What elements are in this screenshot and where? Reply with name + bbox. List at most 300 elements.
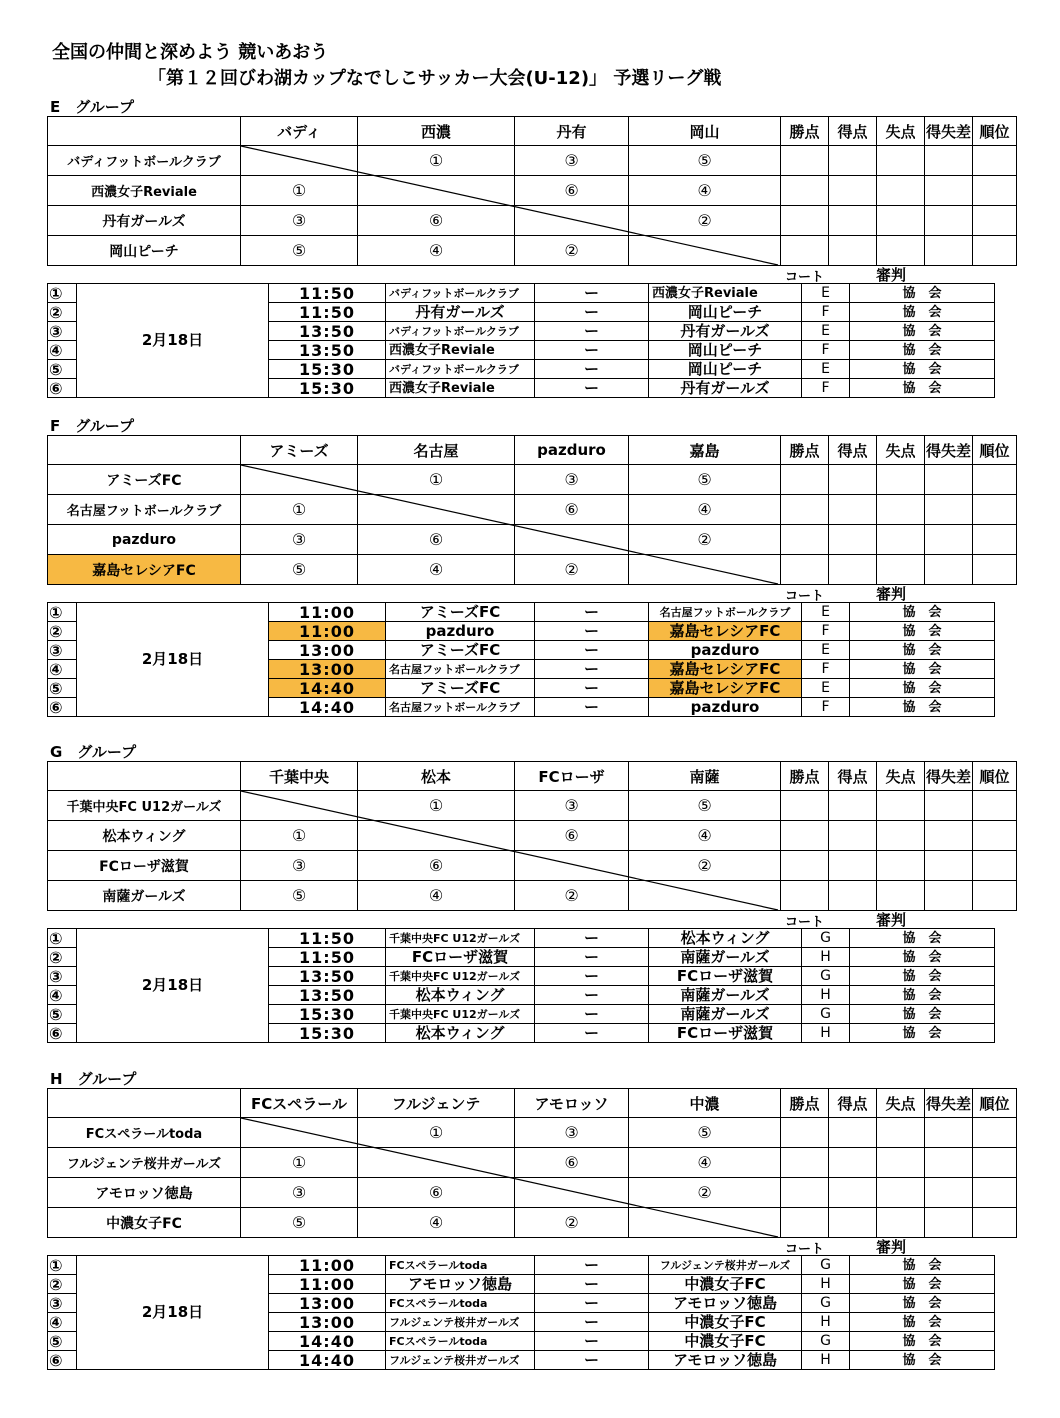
- away-team: FCローザ滋賀: [649, 1024, 802, 1043]
- match-number-cell: ③: [515, 465, 629, 495]
- kickoff-time: 14:40: [269, 698, 386, 717]
- court: E: [802, 679, 850, 698]
- away-team: pazduro: [649, 698, 802, 717]
- court: E: [802, 603, 850, 622]
- match-number: ①: [48, 1256, 77, 1275]
- stat-cell: [829, 176, 877, 206]
- referee: 協 会: [850, 1332, 995, 1351]
- stat-cell: [973, 146, 1017, 176]
- schedule-table: [47, 928, 995, 1043]
- match-number: ①: [48, 284, 77, 303]
- referee: 協 会: [850, 341, 995, 360]
- team-name: 松本ウィング: [48, 821, 241, 851]
- versus-dash: ー: [535, 1005, 649, 1024]
- kickoff-time: 11:00: [269, 1256, 386, 1275]
- away-team: 名古屋フットボールクラブ: [649, 603, 802, 622]
- match-number-cell: ⑥: [515, 1148, 629, 1178]
- away-team: 中濃女子FC: [649, 1275, 802, 1294]
- team-column-header: FCローザ: [515, 762, 629, 791]
- match-number: ⑥: [48, 698, 77, 717]
- diagonal-stroke: [241, 791, 778, 910]
- home-team: バディフットボールクラブ: [386, 360, 535, 379]
- match-number-cell: ②: [515, 1208, 629, 1238]
- court: F: [802, 698, 850, 717]
- versus-dash: ー: [535, 1313, 649, 1332]
- schedule-table: [47, 283, 995, 398]
- match-number-cell: ③: [241, 206, 358, 236]
- home-team: 丹有ガールズ: [386, 303, 535, 322]
- home-team: 西濃女子Reviale: [386, 341, 535, 360]
- stat-cell: [877, 1178, 925, 1208]
- away-team: アモロッソ徳島: [649, 1351, 802, 1370]
- home-team: バディフットボールクラブ: [386, 322, 535, 341]
- referee-label: 審判: [876, 266, 907, 284]
- match-date: 2月18日: [77, 603, 269, 717]
- stat-column-header: 勝点: [781, 1089, 829, 1118]
- away-team: 岡山ピーチ: [649, 360, 802, 379]
- match-number-cell: ①: [358, 1118, 515, 1148]
- match-number-cell: ⑤: [241, 881, 358, 911]
- team-column-header: バディ: [241, 117, 358, 146]
- home-team: アミーズFC: [386, 641, 535, 660]
- versus-dash: ー: [535, 603, 649, 622]
- court: E: [802, 641, 850, 660]
- home-team: pazduro: [386, 622, 535, 641]
- stat-cell: [829, 1178, 877, 1208]
- stat-cell: [829, 236, 877, 266]
- match-number: ②: [48, 948, 77, 967]
- match-number-cell: ①: [241, 176, 358, 206]
- match-number-cell: ⑤: [629, 791, 781, 821]
- match-number: ②: [48, 1275, 77, 1294]
- away-team: 岡山ピーチ: [649, 303, 802, 322]
- group-label: F グループ: [50, 417, 135, 435]
- kickoff-time: 13:50: [269, 341, 386, 360]
- match-number-cell: ④: [358, 881, 515, 911]
- stat-cell: [781, 465, 829, 495]
- referee: 協 会: [850, 698, 995, 717]
- referee: 協 会: [850, 603, 995, 622]
- diagonal-stroke: [241, 1118, 778, 1237]
- team-column-header: FCスペラール: [241, 1089, 358, 1118]
- kickoff-time: 13:50: [269, 986, 386, 1005]
- stat-cell: [973, 851, 1017, 881]
- stat-column-header: 順位: [973, 117, 1017, 146]
- stat-cell: [781, 176, 829, 206]
- court: G: [802, 1332, 850, 1351]
- versus-dash: ー: [535, 379, 649, 398]
- away-team: 南薩ガールズ: [649, 1005, 802, 1024]
- stat-cell: [925, 465, 973, 495]
- stat-cell: [829, 1148, 877, 1178]
- stat-cell: [973, 495, 1017, 525]
- home-team: FCスペラールtoda: [386, 1332, 535, 1351]
- referee: 協 会: [850, 679, 995, 698]
- stat-column-header: 得点: [829, 436, 877, 465]
- team-column-header: 南薩: [629, 762, 781, 791]
- kickoff-time: 15:30: [269, 360, 386, 379]
- stat-cell: [781, 525, 829, 555]
- team-name: 南薩ガールズ: [48, 881, 241, 911]
- match-number-cell: ①: [241, 821, 358, 851]
- team-name: 西濃女子Reviale: [48, 176, 241, 206]
- schedule-row: [48, 284, 995, 303]
- stat-cell: [781, 206, 829, 236]
- stat-cell: [829, 206, 877, 236]
- match-number: ⑤: [48, 360, 77, 379]
- referee-label: 審判: [876, 1238, 907, 1256]
- court-label: コート: [785, 270, 825, 285]
- court: G: [802, 929, 850, 948]
- match-number-cell: ②: [629, 851, 781, 881]
- versus-dash: ー: [535, 1351, 649, 1370]
- stat-column-header: 失点: [877, 117, 925, 146]
- stat-cell: [877, 236, 925, 266]
- team-name: アミーズFC: [48, 465, 241, 495]
- match-number: ③: [48, 967, 77, 986]
- team-column-header: 丹有: [515, 117, 629, 146]
- stat-column-header: 順位: [973, 1089, 1017, 1118]
- team-column-header: 名古屋: [358, 436, 515, 465]
- stat-cell: [829, 495, 877, 525]
- stat-cell: [973, 525, 1017, 555]
- referee: 協 会: [850, 641, 995, 660]
- stat-cell: [973, 206, 1017, 236]
- match-number-cell: ①: [241, 1148, 358, 1178]
- versus-dash: ー: [535, 1256, 649, 1275]
- court: F: [802, 303, 850, 322]
- away-team: 嘉島セレシアFC: [649, 660, 802, 679]
- stat-cell: [925, 881, 973, 911]
- match-number-cell: ⑤: [241, 1208, 358, 1238]
- stat-cell: [877, 851, 925, 881]
- match-number-cell: ①: [358, 146, 515, 176]
- match-number-cell: ⑤: [629, 465, 781, 495]
- team-name: バディフットボールクラブ: [48, 146, 241, 176]
- away-team: 松本ウィング: [649, 929, 802, 948]
- versus-dash: ー: [535, 622, 649, 641]
- stat-cell: [829, 791, 877, 821]
- stat-cell: [781, 236, 829, 266]
- match-number-cell: ④: [629, 495, 781, 525]
- home-team: 松本ウィング: [386, 1024, 535, 1043]
- team-name: pazduro: [48, 525, 241, 555]
- home-team: アミーズFC: [386, 679, 535, 698]
- court: E: [802, 322, 850, 341]
- schedule-row: [48, 1256, 995, 1275]
- court: E: [802, 284, 850, 303]
- referee: 協 会: [850, 1024, 995, 1043]
- stat-cell: [973, 881, 1017, 911]
- referee: 協 会: [850, 1256, 995, 1275]
- kickoff-time: 13:00: [269, 641, 386, 660]
- match-number-cell: ②: [515, 555, 629, 585]
- away-team: 岡山ピーチ: [649, 341, 802, 360]
- stat-cell: [829, 146, 877, 176]
- court: H: [802, 986, 850, 1005]
- match-number: ⑤: [48, 1005, 77, 1024]
- match-number-cell: ⑥: [515, 495, 629, 525]
- stat-cell: [877, 821, 925, 851]
- stat-cell: [781, 1178, 829, 1208]
- away-team: 丹有ガールズ: [649, 379, 802, 398]
- match-number-cell: ③: [241, 1178, 358, 1208]
- kickoff-time: 11:00: [269, 603, 386, 622]
- stat-cell: [877, 495, 925, 525]
- referee-label: 審判: [876, 585, 907, 603]
- stat-cell: [877, 1208, 925, 1238]
- team-name: 名古屋フットボールクラブ: [48, 495, 241, 525]
- stat-column-header: 得失差: [925, 1089, 973, 1118]
- match-number-cell: ⑥: [358, 206, 515, 236]
- group-section: [0, 1068, 1060, 1378]
- team-name: 岡山ピーチ: [48, 236, 241, 266]
- stat-cell: [973, 1208, 1017, 1238]
- court: F: [802, 341, 850, 360]
- kickoff-time: 11:50: [269, 929, 386, 948]
- team-column-header: 岡山: [629, 117, 781, 146]
- kickoff-time: 11:00: [269, 1275, 386, 1294]
- referee: 協 会: [850, 360, 995, 379]
- match-number-cell: ①: [241, 495, 358, 525]
- match-number-cell: ③: [241, 851, 358, 881]
- stat-cell: [877, 465, 925, 495]
- match-number: ③: [48, 322, 77, 341]
- stat-cell: [973, 821, 1017, 851]
- group-label: E グループ: [50, 98, 135, 116]
- referee: 協 会: [850, 1275, 995, 1294]
- kickoff-time: 13:00: [269, 1313, 386, 1332]
- stat-column-header: 得失差: [925, 117, 973, 146]
- match-number: ③: [48, 1294, 77, 1313]
- court: H: [802, 1275, 850, 1294]
- away-team: 嘉島セレシアFC: [649, 679, 802, 698]
- match-number-cell: ④: [629, 821, 781, 851]
- team-column-header: 嘉島: [629, 436, 781, 465]
- match-number: ⑥: [48, 1024, 77, 1043]
- court: E: [802, 360, 850, 379]
- stat-cell: [781, 146, 829, 176]
- referee: 協 会: [850, 967, 995, 986]
- home-team: 千葉中央FC U12ガールズ: [386, 1005, 535, 1024]
- team-column-header: 千葉中央: [241, 762, 358, 791]
- court: G: [802, 1294, 850, 1313]
- stat-cell: [877, 881, 925, 911]
- match-number-cell: ⑥: [515, 176, 629, 206]
- kickoff-time: 13:00: [269, 660, 386, 679]
- court: G: [802, 967, 850, 986]
- match-number-cell: ③: [241, 525, 358, 555]
- referee: 協 会: [850, 1313, 995, 1332]
- stat-cell: [829, 1118, 877, 1148]
- stat-cell: [781, 851, 829, 881]
- home-team: 松本ウィング: [386, 986, 535, 1005]
- stat-cell: [829, 821, 877, 851]
- stat-column-header: 得点: [829, 1089, 877, 1118]
- kickoff-time: 13:00: [269, 1294, 386, 1313]
- stat-cell: [925, 236, 973, 266]
- stat-cell: [925, 1148, 973, 1178]
- match-number-cell: ③: [515, 146, 629, 176]
- corner-cell: [48, 117, 241, 146]
- referee: 協 会: [850, 1294, 995, 1313]
- stat-cell: [973, 1148, 1017, 1178]
- versus-dash: ー: [535, 986, 649, 1005]
- match-number-cell: ③: [515, 1118, 629, 1148]
- tournament-title: 「第１２回びわ湖カップなでしこサッカー大会(U-12)」 予選リーグ戦: [148, 68, 722, 89]
- match-number: ④: [48, 660, 77, 679]
- versus-dash: ー: [535, 303, 649, 322]
- kickoff-time: 15:30: [269, 1024, 386, 1043]
- versus-dash: ー: [535, 1332, 649, 1351]
- kickoff-time: 13:50: [269, 322, 386, 341]
- court-label: コート: [785, 589, 825, 604]
- team-column-header: アミーズ: [241, 436, 358, 465]
- stat-cell: [877, 176, 925, 206]
- match-number: ⑤: [48, 1332, 77, 1351]
- diagonal-line: [240, 116, 780, 266]
- match-number-cell: ④: [629, 1148, 781, 1178]
- stat-column-header: 順位: [973, 762, 1017, 791]
- diagonal-stroke: [241, 146, 778, 265]
- home-team: バディフットボールクラブ: [386, 284, 535, 303]
- match-number-cell: ④: [358, 236, 515, 266]
- court: F: [802, 622, 850, 641]
- stat-cell: [973, 236, 1017, 266]
- kickoff-time: 14:40: [269, 1332, 386, 1351]
- team-column-header: フルジェンテ: [358, 1089, 515, 1118]
- match-number-cell: ⑥: [515, 821, 629, 851]
- stat-cell: [829, 851, 877, 881]
- team-name: 嘉島セレシアFC: [48, 555, 241, 585]
- away-team: フルジェンテ桜井ガールズ: [649, 1256, 802, 1275]
- home-team: FCスペラールtoda: [386, 1256, 535, 1275]
- stat-cell: [781, 1148, 829, 1178]
- stat-cell: [877, 146, 925, 176]
- stat-cell: [973, 465, 1017, 495]
- stat-cell: [781, 821, 829, 851]
- stat-cell: [925, 555, 973, 585]
- stat-column-header: 失点: [877, 762, 925, 791]
- home-team: 名古屋フットボールクラブ: [386, 660, 535, 679]
- match-number: ⑤: [48, 679, 77, 698]
- match-number-cell: ⑤: [241, 555, 358, 585]
- match-number: ⑥: [48, 1351, 77, 1370]
- stat-cell: [781, 1118, 829, 1148]
- stat-cell: [781, 495, 829, 525]
- match-date: 2月18日: [77, 929, 269, 1043]
- home-team: 千葉中央FC U12ガールズ: [386, 967, 535, 986]
- kickoff-time: 14:40: [269, 679, 386, 698]
- group-section: [0, 415, 1060, 725]
- versus-dash: ー: [535, 284, 649, 303]
- stat-cell: [973, 176, 1017, 206]
- stat-cell: [781, 791, 829, 821]
- referee: 協 会: [850, 660, 995, 679]
- stat-cell: [829, 465, 877, 495]
- match-number: ①: [48, 929, 77, 948]
- team-column-header: 西濃: [358, 117, 515, 146]
- match-number-cell: ⑤: [629, 1118, 781, 1148]
- home-team: 名古屋フットボールクラブ: [386, 698, 535, 717]
- document-title: 全国の仲間と深めよう 競いあおう: [52, 42, 329, 63]
- stat-cell: [925, 525, 973, 555]
- away-team: 中濃女子FC: [649, 1332, 802, 1351]
- stat-cell: [877, 1148, 925, 1178]
- court: F: [802, 379, 850, 398]
- versus-dash: ー: [535, 967, 649, 986]
- match-number-cell: ⑤: [629, 146, 781, 176]
- stat-cell: [829, 525, 877, 555]
- diagonal-line: [240, 435, 780, 585]
- match-number-cell: ⑥: [358, 525, 515, 555]
- team-column-header: pazduro: [515, 436, 629, 465]
- court: G: [802, 1005, 850, 1024]
- away-team: 嘉島セレシアFC: [649, 622, 802, 641]
- match-number-cell: ④: [358, 1208, 515, 1238]
- court: F: [802, 660, 850, 679]
- stat-cell: [877, 206, 925, 236]
- team-name: 中濃女子FC: [48, 1208, 241, 1238]
- diagonal-stroke: [241, 465, 778, 584]
- kickoff-time: 11:50: [269, 284, 386, 303]
- away-team: pazduro: [649, 641, 802, 660]
- stat-cell: [925, 495, 973, 525]
- match-number-cell: ⑥: [358, 851, 515, 881]
- corner-cell: [48, 436, 241, 465]
- corner-cell: [48, 1089, 241, 1118]
- home-team: 西濃女子Reviale: [386, 379, 535, 398]
- court: H: [802, 1351, 850, 1370]
- stat-cell: [973, 1118, 1017, 1148]
- referee: 協 会: [850, 986, 995, 1005]
- stat-column-header: 勝点: [781, 436, 829, 465]
- court-label: コート: [785, 1242, 825, 1257]
- kickoff-time: 15:30: [269, 1005, 386, 1024]
- stat-cell: [829, 555, 877, 585]
- stat-cell: [877, 791, 925, 821]
- stat-cell: [925, 206, 973, 236]
- stat-column-header: 失点: [877, 436, 925, 465]
- schedule-table: [47, 602, 995, 717]
- court: H: [802, 1024, 850, 1043]
- team-column-header: 松本: [358, 762, 515, 791]
- stat-column-header: 得点: [829, 762, 877, 791]
- court: H: [802, 948, 850, 967]
- team-column-header: 中濃: [629, 1089, 781, 1118]
- home-team: アミーズFC: [386, 603, 535, 622]
- away-team: 丹有ガールズ: [649, 322, 802, 341]
- away-team: 西濃女子Reviale: [649, 284, 802, 303]
- match-number-cell: ②: [629, 525, 781, 555]
- away-team: アモロッソ徳島: [649, 1294, 802, 1313]
- team-name: アモロッソ徳島: [48, 1178, 241, 1208]
- court: G: [802, 1256, 850, 1275]
- home-team: FCローザ滋賀: [386, 948, 535, 967]
- stat-cell: [973, 1178, 1017, 1208]
- diagonal-line: [240, 761, 780, 911]
- match-number-cell: ④: [358, 555, 515, 585]
- stat-cell: [829, 881, 877, 911]
- stat-cell: [781, 1208, 829, 1238]
- home-team: フルジェンテ桜井ガールズ: [386, 1351, 535, 1370]
- stat-cell: [925, 821, 973, 851]
- schedule-table: [47, 1255, 995, 1370]
- group-label: H グループ: [50, 1070, 137, 1088]
- versus-dash: ー: [535, 929, 649, 948]
- team-name: FCローザ滋賀: [48, 851, 241, 881]
- versus-dash: ー: [535, 1275, 649, 1294]
